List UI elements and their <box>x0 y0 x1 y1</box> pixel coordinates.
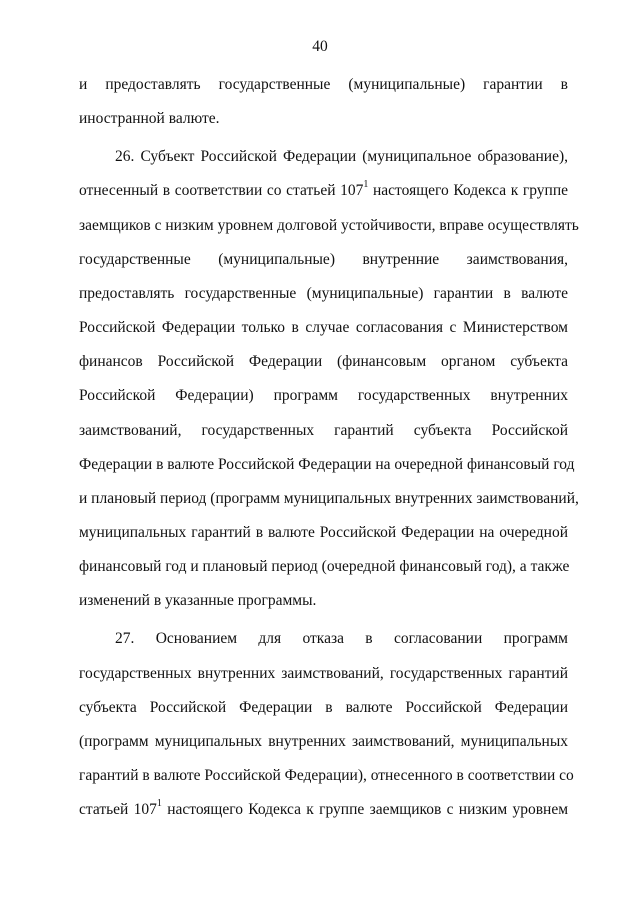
text-line: субъекта Российской Федерации в валюте Российской Федерации <box>79 698 568 716</box>
text-line: и плановый период (программ муниципальных внутренних заимствований, <box>79 489 579 507</box>
text-line: иностранной валюте. <box>79 110 220 128</box>
text-segment: настоящего Кодекса к группе <box>368 182 568 200</box>
text-line: финансовый год и плановый период (очередной финансовый год), а также <box>79 558 570 576</box>
page-number: 40 <box>312 38 328 55</box>
text-line: и предоставлять государственные (муниципальные) гарантии в <box>79 76 568 93</box>
superscript: 1 <box>156 797 162 809</box>
text-line: изменений в указанные программы. <box>79 592 317 610</box>
text-line: финансов Российской Федерации (финансовым органом субъекта <box>79 353 568 371</box>
text-line <box>79 797 569 819</box>
text-line: государственных внутренних заимствований, государственных гарантий <box>79 664 568 682</box>
text-line: Российской Федерации) программ государственных внутренних <box>79 387 568 405</box>
text-line <box>79 179 568 200</box>
text-line: государственные (муниципальные) внутренние заимствования, <box>79 250 568 268</box>
text-line: Российской Федерации только в случае согласования с Министерством <box>79 319 568 336</box>
text-line: (программ муниципальных внутренних заимствований, муниципальных <box>79 732 568 750</box>
text-line: 26. Субъект Российской Федерации (муниципальное образование), <box>115 148 568 166</box>
text-line: предоставлять государственные (муниципальные) гарантии в валюте <box>79 284 568 302</box>
text-line: заимствований, государственных гарантий субъекта Российской <box>79 421 568 439</box>
superscript: 1 <box>363 179 369 191</box>
text-segment: настоящего Кодекса к группе заемщиков с низким уровнем <box>161 801 569 819</box>
text-segment: отнесенный в соответствии со статьей 107 <box>79 182 364 200</box>
text-segment: статьей 107 <box>79 801 157 819</box>
text-line: 27. Основанием для отказа в согласовании программ <box>115 630 568 648</box>
text-line: заемщиков с низким уровнем долговой устойчивости, вправе осуществлять <box>79 216 579 234</box>
text-line: муниципальных гарантий в валюте Российской Федерации на очередной <box>79 524 568 541</box>
text-line: гарантий в валюте Российской Федерации), отнесенного в соответствии со <box>79 767 574 784</box>
text-line: Федерации в валюте Российской Федерации на очередной финансовый год <box>79 455 575 473</box>
